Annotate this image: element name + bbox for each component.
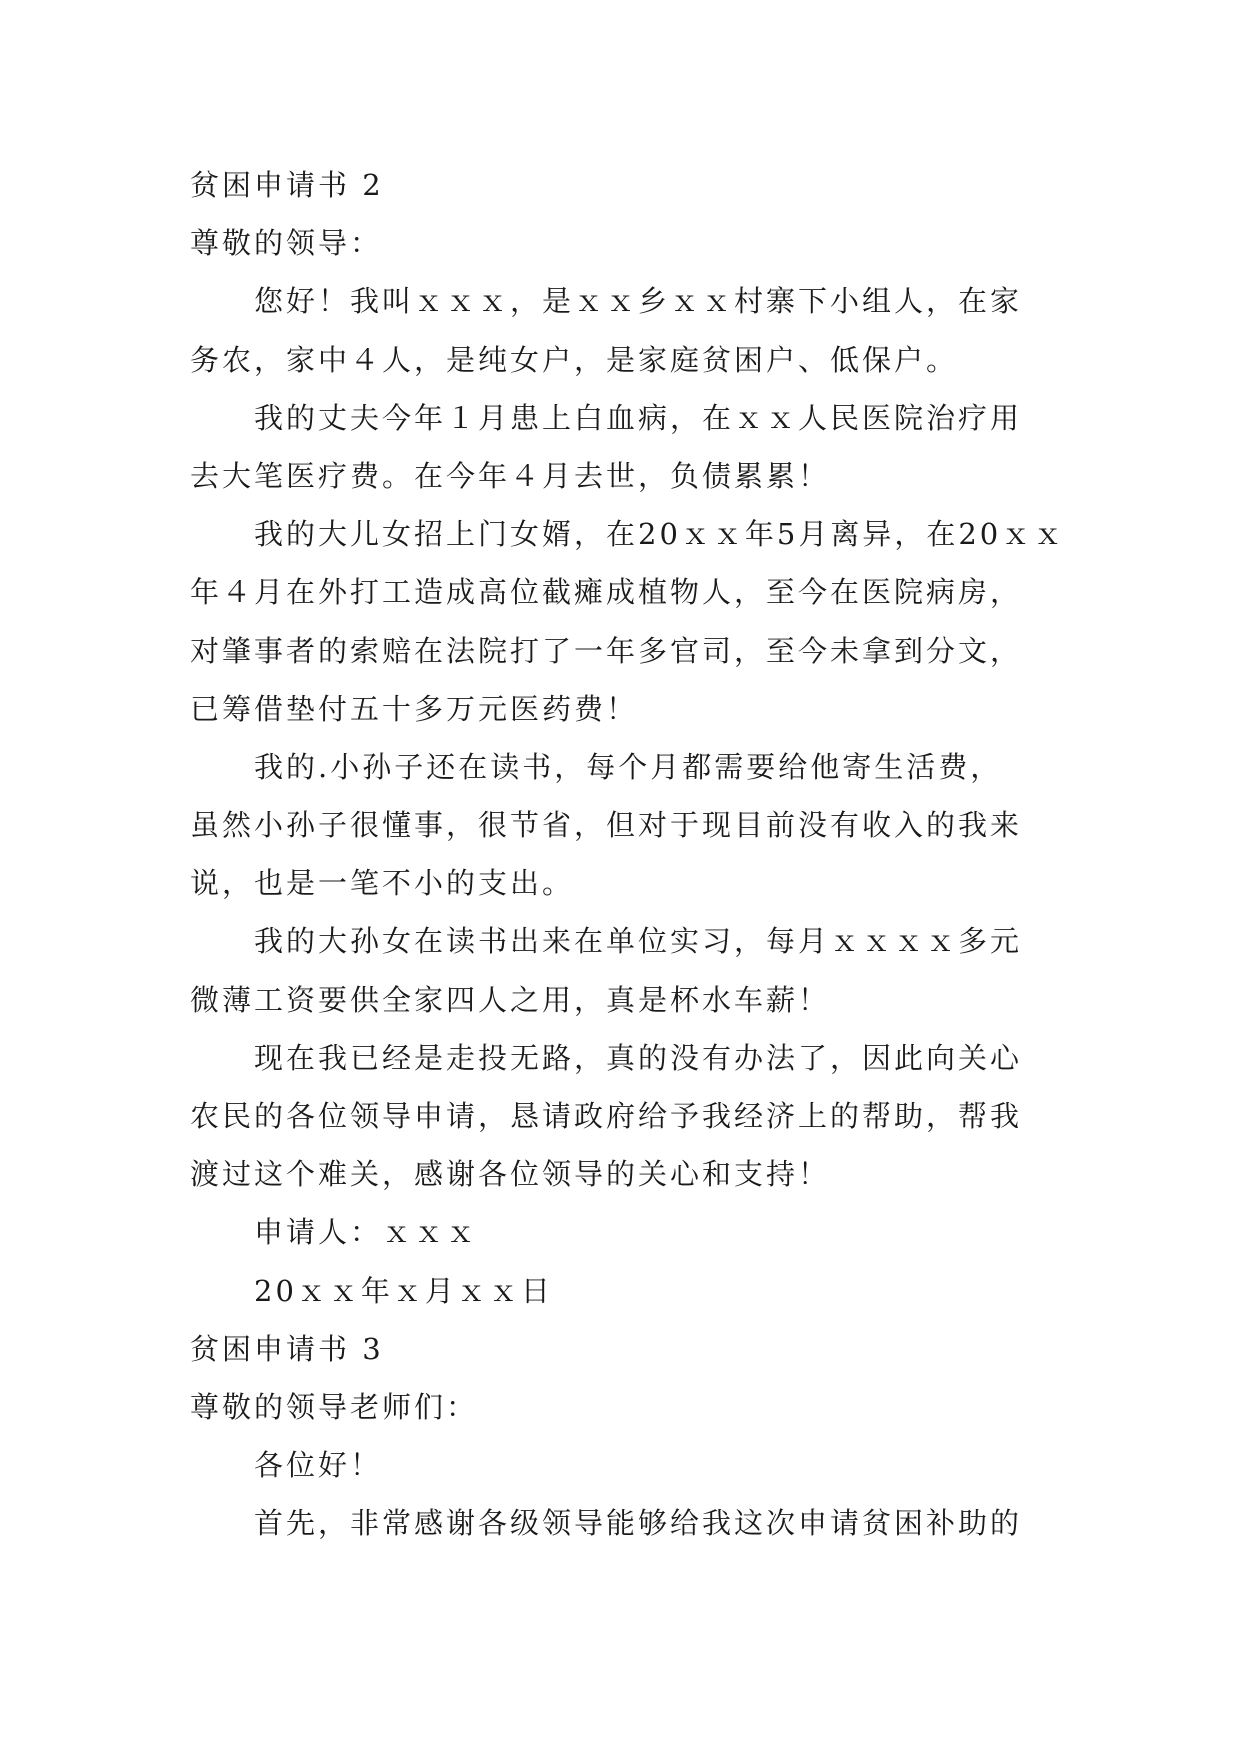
paragraph-line: 虽然小孙子很懂事，很节省，但对于现目前没有收入的我来 [190,808,1023,843]
paragraph-line: 对肇事者的索赔在法院打了一年多官司，至今未拿到分文， [190,633,1023,668]
paragraph-line: 微薄工资要供全家四人之用，真是杯水车薪！ [190,982,831,1017]
application-date: 20ｘｘ年ｘ月ｘｘ日 [254,1273,553,1308]
applicant-signature: 申请人：ｘｘｘ [254,1215,479,1250]
paragraph-line: 首先，非常感谢各级领导能够给我这次申请贫困补助的 [254,1506,1023,1541]
paragraph-line: 我的丈夫今年１月患上白血病，在ｘｘ人民医院治疗用 [254,400,1023,435]
document-body [190,156,1070,1553]
paragraph-line: 您好！我叫ｘｘｘ，是ｘｘ乡ｘｘ村寨下小组人，在家 [254,284,1023,319]
section-title: 贫困申请书 3 [190,1331,384,1366]
paragraph-line: 现在我已经是走投无路，真的没有办法了，因此向关心 [254,1040,1023,1075]
paragraph-line: 务农，家中４人，是纯女户，是家庭贫困户、低保户。 [190,342,959,377]
paragraph-line: 农民的各位领导申请，恳请政府给予我经济上的帮助，帮我 [190,1099,1023,1133]
salutation: 尊敬的领导老师们： [190,1389,479,1424]
paragraph-line: 已筹借垫付五十多万元医药费！ [190,691,639,726]
paragraph-line: 去大笔医疗费。在今年４月去世，负债累累！ [190,458,831,493]
paragraph-line: 渡过这个难关，感谢各位领导的关心和支持！ [190,1157,831,1192]
section-title: 贫困申请书 2 [190,168,384,202]
paragraph-line: 我的大儿女招上门女婿，在20ｘｘ年5月离异，在20ｘｘ [254,517,1066,552]
paragraph-line: 我的.小孙子还在读书，每个月都需要给他寄生活费， [254,749,1003,784]
greeting: 各位好！ [254,1448,383,1483]
salutation: 尊敬的领导： [190,226,383,261]
paragraph-line: 说，也是一笔不小的支出。 [190,866,575,901]
paragraph-line: 我的大孙女在读书出来在单位实习，每月ｘｘｘｘ多元 [254,924,1023,959]
paragraph-line: 年４月在外打工造成高位截瘫成植物人，至今在医院病房， [190,575,1023,610]
